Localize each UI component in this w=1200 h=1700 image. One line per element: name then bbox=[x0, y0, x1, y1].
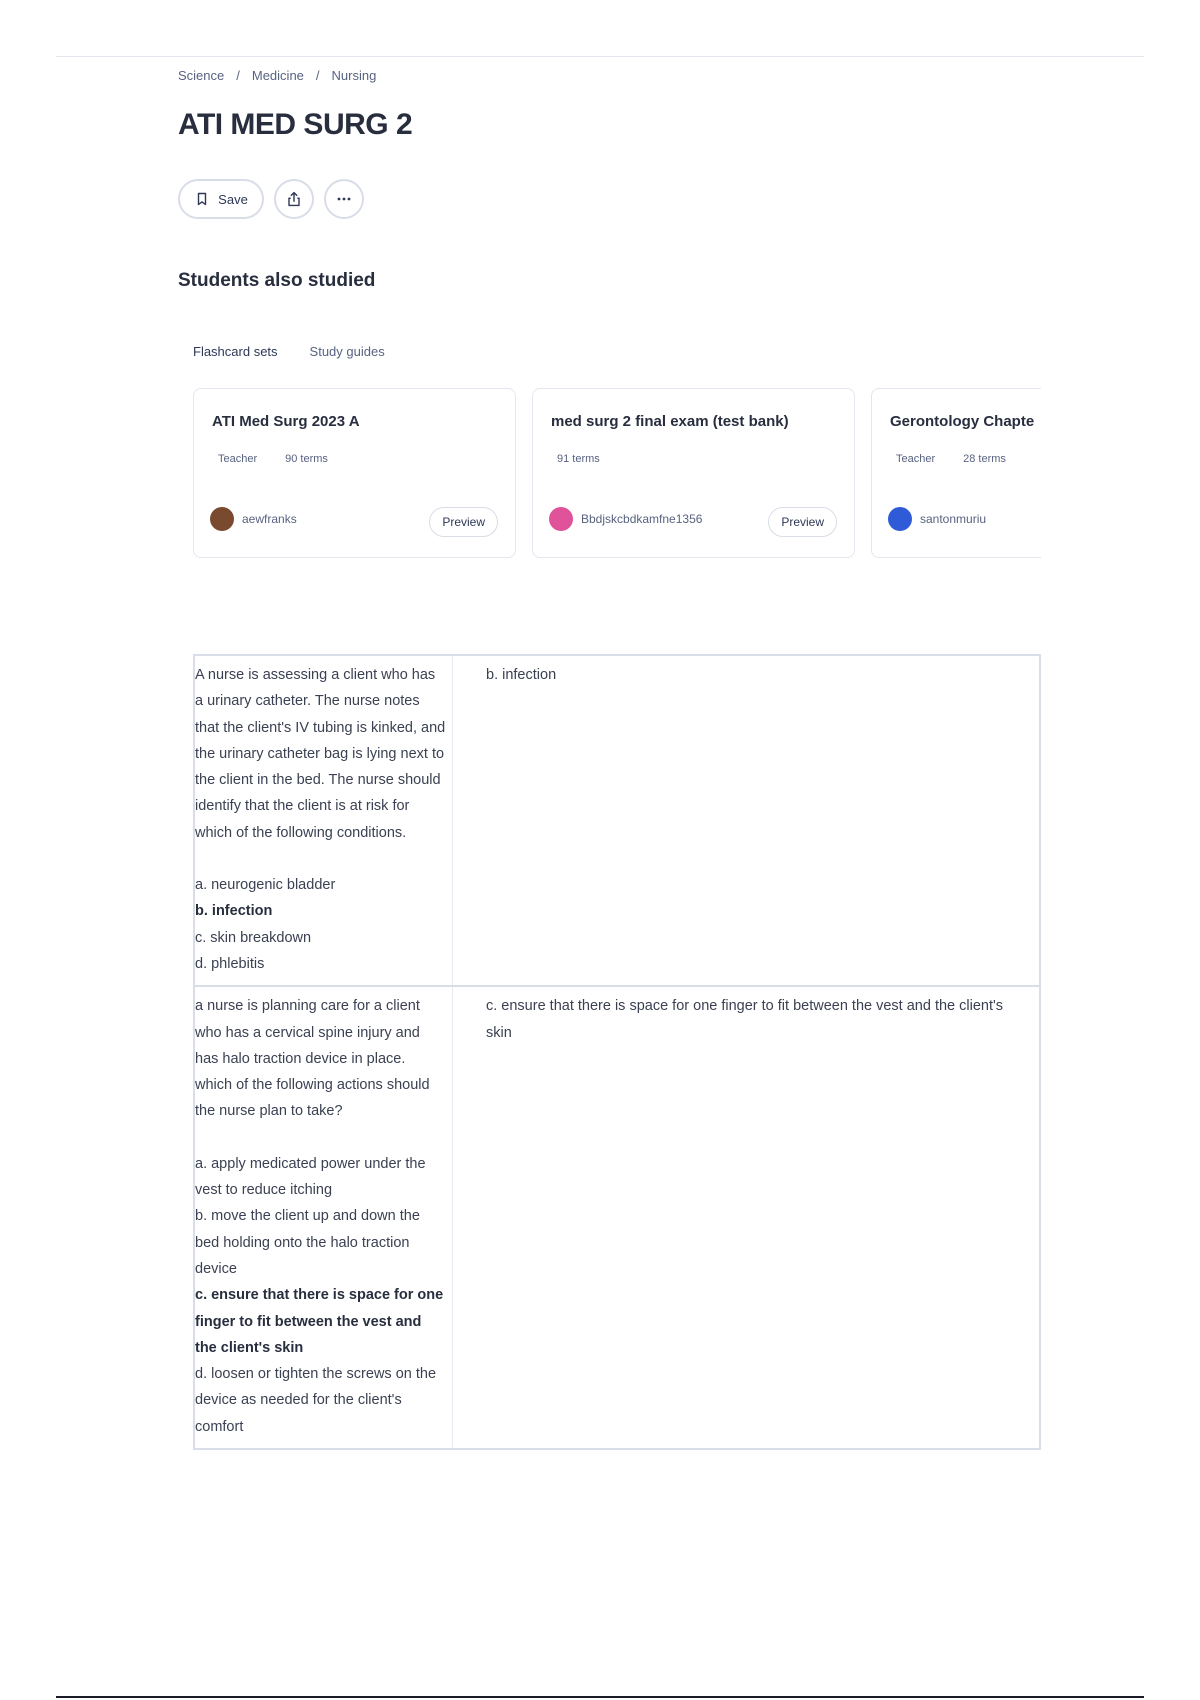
card-author[interactable] bbox=[888, 507, 986, 531]
answer-option: a. neurogenic bladder bbox=[195, 877, 336, 894]
bottom-divider bbox=[56, 1696, 1144, 1698]
avatar bbox=[549, 507, 573, 531]
card-meta bbox=[218, 453, 328, 465]
more-icon bbox=[336, 191, 352, 207]
tab-list bbox=[193, 344, 385, 359]
answer-cell: c. ensure that there is space for one finger to fit between the vest and the client's skin bbox=[486, 998, 1004, 1041]
more-options-button[interactable] bbox=[324, 179, 364, 219]
study-set-card[interactable] bbox=[532, 388, 855, 558]
page-title: ATI MED SURG 2 bbox=[178, 108, 413, 141]
answer-option: a. apply medicated power under the vest to reduce itching bbox=[195, 1155, 426, 1199]
term-count: 91 terms bbox=[557, 453, 600, 465]
table-row bbox=[195, 656, 1039, 987]
question-text: A nurse is assessing a client who has a urinary catheter. The nurse notes that the client's IV tubing is kinked, and the urinary catheter bag is lying next to the client in the bed. The nurse should identify that the client is at risk for which of the following conditions. bbox=[195, 667, 446, 841]
author-name: aewfranks bbox=[242, 512, 297, 526]
breadcrumb-science[interactable]: Science bbox=[178, 68, 225, 83]
correct-option: c. ensure that there is space for one finger to fit between the vest and the client's skin bbox=[195, 1287, 444, 1356]
study-set-card[interactable] bbox=[193, 388, 516, 558]
card-author[interactable] bbox=[549, 507, 702, 531]
breadcrumb-separator: / bbox=[315, 68, 320, 83]
breadcrumb bbox=[178, 68, 376, 83]
correct-option: b. infection bbox=[195, 903, 273, 920]
avatar bbox=[888, 507, 912, 531]
share-icon bbox=[286, 191, 302, 207]
top-divider bbox=[56, 56, 1144, 57]
section-title: Students also studied bbox=[178, 270, 376, 291]
breadcrumb-medicine[interactable]: Medicine bbox=[251, 68, 304, 83]
table-row bbox=[195, 987, 1039, 1448]
tab-flashcard-sets[interactable]: Flashcard sets bbox=[193, 344, 278, 359]
card-title: ATI Med Surg 2023 A bbox=[212, 413, 360, 430]
breadcrumb-nursing[interactable]: Nursing bbox=[331, 68, 377, 83]
question-cell bbox=[195, 656, 453, 985]
preview-button[interactable]: Preview bbox=[768, 507, 837, 537]
study-set-card[interactable] bbox=[871, 388, 1041, 558]
author-name: santonmuriu bbox=[920, 512, 987, 526]
card-title: Gerontology Chapte bbox=[890, 413, 1035, 430]
teacher-badge: Teacher bbox=[218, 453, 258, 465]
term-count: 90 terms bbox=[285, 453, 328, 465]
card-meta bbox=[557, 453, 600, 465]
breadcrumb-separator: / bbox=[236, 68, 240, 83]
action-bar bbox=[178, 179, 364, 219]
author-name: Bbdjskcbdkamfne1356 bbox=[581, 512, 703, 526]
answer-option: b. move the client up and down the bed holding onto the halo traction device bbox=[195, 1208, 420, 1277]
bookmark-icon bbox=[194, 191, 210, 207]
answer-option: c. skin breakdown bbox=[195, 929, 312, 946]
question-cell bbox=[195, 987, 453, 1448]
term-count: 28 terms bbox=[963, 453, 1006, 465]
card-meta bbox=[896, 453, 1006, 465]
flashcard-table bbox=[193, 654, 1041, 1450]
teacher-badge: Teacher bbox=[896, 453, 936, 465]
avatar bbox=[210, 507, 234, 531]
card-title: med surg 2 final exam (test bank) bbox=[551, 413, 789, 430]
answer-option: d. phlebitis bbox=[195, 955, 265, 972]
cards-carousel bbox=[193, 388, 1041, 560]
card-author[interactable] bbox=[210, 507, 297, 531]
save-button-label: Save bbox=[218, 191, 248, 207]
tab-study-guides[interactable]: Study guides bbox=[309, 344, 385, 359]
preview-button[interactable]: Preview bbox=[429, 507, 498, 537]
share-button[interactable] bbox=[274, 179, 314, 219]
save-button[interactable] bbox=[178, 179, 264, 219]
answer-option: d. loosen or tighten the screws on the device as needed for the client's comfort bbox=[195, 1366, 437, 1435]
question-text: a nurse is planning care for a client who has a cervical spine injury and has halo traction device in place. which of the following actions should the nurse plan to take? bbox=[195, 998, 430, 1120]
answer-cell: b. infection bbox=[486, 667, 557, 683]
